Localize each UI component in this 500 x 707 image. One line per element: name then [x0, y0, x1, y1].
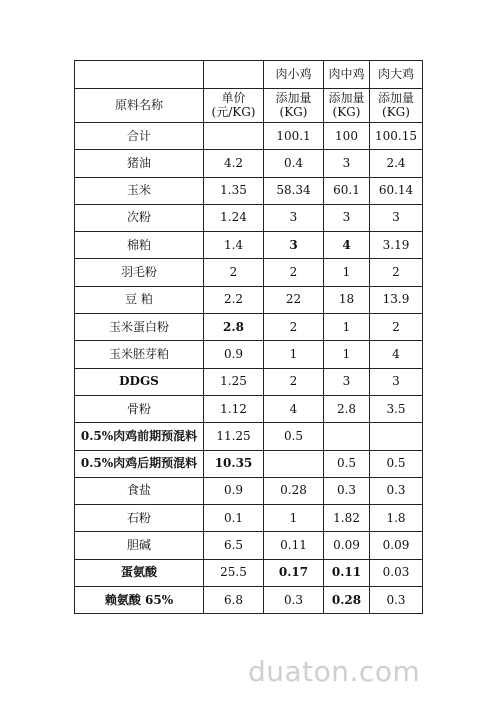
amount-large-cell: 0.03 [370, 559, 423, 586]
amount-large-cell: 2.4 [370, 150, 423, 177]
amount-large-cell: 3.5 [370, 395, 423, 422]
header-amount-medium: 添加量(KG) [324, 89, 370, 123]
table-row [75, 232, 423, 259]
amount-large-cell: 2 [370, 314, 423, 341]
amount-medium-cell: 0.5 [324, 450, 370, 477]
amount-large-cell: 0.5 [370, 450, 423, 477]
amount-small-cell: 1 [264, 505, 324, 532]
amount-large-cell: 2 [370, 259, 423, 286]
unit-price-cell: 6.8 [204, 587, 264, 614]
material-name-cell: 0.5%肉鸡后期预混料 [75, 450, 204, 477]
amount-small-cell: 2 [264, 259, 324, 286]
table-row [75, 341, 423, 368]
watermark-text: duaton.com [248, 655, 421, 688]
amount-large-cell [370, 423, 423, 450]
amount-small-cell: 2 [264, 368, 324, 395]
table-row [75, 505, 423, 532]
amount-large-cell: 4 [370, 341, 423, 368]
table-row [75, 123, 423, 150]
material-name-cell: 石粉 [75, 505, 204, 532]
unit-price-cell: 0.9 [204, 477, 264, 504]
header-blank-cell [75, 61, 204, 89]
amount-medium-cell: 0.09 [324, 532, 370, 559]
material-name-cell: 骨粉 [75, 395, 204, 422]
unit-price-cell: 4.2 [204, 150, 264, 177]
amount-small-cell: 1 [264, 341, 324, 368]
header-small-broiler: 肉小鸡 [264, 61, 324, 89]
table-row [75, 286, 423, 313]
header-unit-price: 单价(元/KG) [204, 89, 264, 123]
amount-small-cell [264, 450, 324, 477]
material-name-cell: 食盐 [75, 477, 204, 504]
amount-medium-cell: 1 [324, 314, 370, 341]
amount-medium-cell: 3 [324, 368, 370, 395]
unit-price-cell: 0.1 [204, 505, 264, 532]
header-amount-large: 添加量(KG) [370, 89, 423, 123]
amount-large-cell: 0.09 [370, 532, 423, 559]
material-name-cell: 豆 粕 [75, 286, 204, 313]
amount-medium-cell: 1 [324, 259, 370, 286]
header-amount-small: 添加量(KG) [264, 89, 324, 123]
amount-medium-cell: 2.8 [324, 395, 370, 422]
amount-small-cell: 3 [264, 204, 324, 231]
unit-price-cell: 2.2 [204, 286, 264, 313]
amount-large-cell: 13.9 [370, 286, 423, 313]
amount-large-cell: 100.15 [370, 123, 423, 150]
amount-small-cell: 22 [264, 286, 324, 313]
material-name-cell: 0.5%肉鸡前期预混料 [75, 423, 204, 450]
unit-price-cell: 1.25 [204, 368, 264, 395]
header-blank-cell [204, 61, 264, 89]
amount-medium-cell: 0.3 [324, 477, 370, 504]
material-name-cell: 赖氨酸 65% [75, 587, 204, 614]
table-row [75, 204, 423, 231]
unit-price-cell: 2 [204, 259, 264, 286]
unit-price-cell: 25.5 [204, 559, 264, 586]
material-name-cell: DDGS [75, 368, 204, 395]
amount-medium-cell: 1 [324, 341, 370, 368]
table-row [75, 532, 423, 559]
unit-price-cell: 11.25 [204, 423, 264, 450]
unit-price-cell: 1.24 [204, 204, 264, 231]
material-name-cell: 胆碱 [75, 532, 204, 559]
amount-medium-cell: 100 [324, 123, 370, 150]
table-row [75, 423, 423, 450]
table-row [75, 259, 423, 286]
amount-large-cell: 0.3 [370, 587, 423, 614]
amount-medium-cell: 60.1 [324, 177, 370, 204]
material-name-cell: 棉粕 [75, 232, 204, 259]
amount-medium-cell: 0.28 [324, 587, 370, 614]
table-row [75, 450, 423, 477]
unit-price-cell: 1.4 [204, 232, 264, 259]
table-row [75, 314, 423, 341]
material-name-cell: 玉米胚芽粕 [75, 341, 204, 368]
material-name-cell: 蛋氨酸 [75, 559, 204, 586]
amount-small-cell: 0.11 [264, 532, 324, 559]
amount-small-cell: 2 [264, 314, 324, 341]
material-name-cell: 羽毛粉 [75, 259, 204, 286]
unit-price-cell: 0.9 [204, 341, 264, 368]
amount-large-cell: 0.3 [370, 477, 423, 504]
material-name-cell: 玉米蛋白粉 [75, 314, 204, 341]
unit-price-cell: 1.12 [204, 395, 264, 422]
material-name-cell: 次粉 [75, 204, 204, 231]
amount-small-cell: 3 [264, 232, 324, 259]
amount-medium-cell [324, 423, 370, 450]
amount-large-cell: 3 [370, 204, 423, 231]
header-row-sub [75, 89, 423, 123]
amount-medium-cell: 3 [324, 204, 370, 231]
amount-small-cell: 0.17 [264, 559, 324, 586]
material-name-cell: 猪油 [75, 150, 204, 177]
amount-small-cell: 0.28 [264, 477, 324, 504]
amount-medium-cell: 1.82 [324, 505, 370, 532]
amount-large-cell: 60.14 [370, 177, 423, 204]
table-row [75, 587, 423, 614]
header-row-top [75, 61, 423, 89]
amount-large-cell: 3 [370, 368, 423, 395]
unit-price-cell: 2.8 [204, 314, 264, 341]
amount-small-cell: 0.5 [264, 423, 324, 450]
amount-large-cell: 1.8 [370, 505, 423, 532]
table-row [75, 477, 423, 504]
feed-formula-table [74, 60, 423, 614]
amount-small-cell: 100.1 [264, 123, 324, 150]
amount-medium-cell: 4 [324, 232, 370, 259]
header-large-broiler: 肉大鸡 [370, 61, 423, 89]
table-row [75, 368, 423, 395]
amount-large-cell: 3.19 [370, 232, 423, 259]
unit-price-cell: 10.35 [204, 450, 264, 477]
header-medium-broiler: 肉中鸡 [324, 61, 370, 89]
material-name-cell: 合计 [75, 123, 204, 150]
unit-price-cell [204, 123, 264, 150]
amount-medium-cell: 18 [324, 286, 370, 313]
unit-price-cell: 6.5 [204, 532, 264, 559]
amount-small-cell: 58.34 [264, 177, 324, 204]
table-row [75, 177, 423, 204]
amount-medium-cell: 3 [324, 150, 370, 177]
unit-price-cell: 1.35 [204, 177, 264, 204]
table-row [75, 395, 423, 422]
material-name-cell: 玉米 [75, 177, 204, 204]
amount-small-cell: 0.4 [264, 150, 324, 177]
amount-medium-cell: 0.11 [324, 559, 370, 586]
table-row [75, 559, 423, 586]
amount-small-cell: 0.3 [264, 587, 324, 614]
table-row [75, 150, 423, 177]
header-material-name: 原料名称 [75, 89, 204, 123]
amount-small-cell: 4 [264, 395, 324, 422]
